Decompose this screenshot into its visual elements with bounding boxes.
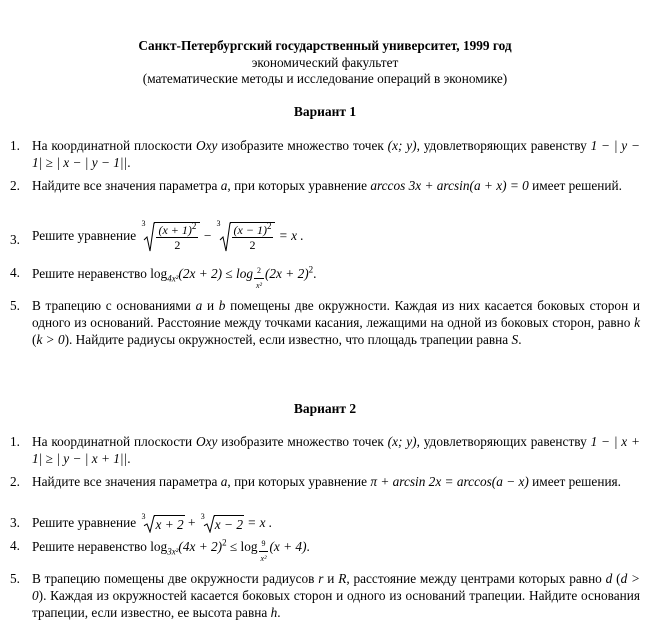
math-segment: h (270, 605, 278, 620)
root-index: 3 (216, 219, 221, 228)
text-segment: . (306, 539, 310, 554)
math-segment: 1 − | x + 1| ≥ | y − | x + 1|| (32, 434, 641, 466)
text-segment: ). Каждая из окружностей касается боковых сторон и одного из оснований трапеции. Найдите основания трапеции, если известно, ее высота равна (32, 588, 640, 620)
frac-denominator: x² (256, 281, 262, 290)
text-segment: ( (612, 571, 621, 586)
math-segment: (4x + 2) (178, 539, 223, 554)
exponent: 2 (266, 221, 272, 231)
text-segment: изобразите множество точек (217, 138, 388, 153)
text-segment: В трапецию с основаниями (32, 298, 196, 313)
math-segment: (x; y) (387, 434, 417, 449)
text-segment: помещены две окружности. Каждая из них касается боковых сторон и одного из оснований. Расстояние между точками касания, лежащими на одной из боковых сторон, равно (32, 298, 641, 330)
problem-text (32, 137, 640, 171)
cube-root-1 (141, 511, 184, 533)
log-base-fraction (254, 264, 264, 293)
math-segment: Oxy (196, 434, 218, 449)
math-segment: = x . (243, 515, 273, 530)
math-segment: log (150, 266, 168, 281)
v1-problem-5 (10, 297, 640, 348)
problem-number: 5. (10, 298, 20, 313)
cube-root-2 (216, 219, 276, 252)
text-segment: Решите уравнение (32, 228, 140, 244)
problem-text (32, 537, 640, 566)
v1-problem-1 (10, 137, 640, 171)
math-segment: (2x + 2) (264, 266, 309, 281)
v1-problem-2 (10, 177, 640, 194)
text-segment: На координатной плоскости (32, 434, 196, 449)
problem-number: 3. (10, 232, 20, 247)
exponent: 2 (308, 264, 314, 275)
log-base-fraction (259, 537, 269, 566)
text-segment: , расстояние между центрами которых равно (346, 571, 606, 586)
problem-text (32, 177, 640, 194)
v1-problem-4 (10, 264, 640, 293)
text-segment: Решите неравенство (32, 266, 151, 281)
math-segment: a (195, 298, 203, 313)
problem-text (32, 433, 640, 467)
math-segment: a (220, 178, 228, 193)
text-segment: изобразите множество точек (217, 434, 388, 449)
frac-numerator: 2 (254, 264, 264, 279)
root-body (154, 222, 200, 252)
text-segment: , при которых уравнение (227, 178, 371, 193)
problem-number: 2. (10, 178, 20, 193)
math-segment: k (634, 315, 640, 330)
header-program: (математические методы и исследование операций в экономике) (142, 71, 508, 86)
frac-denominator: 2 (174, 238, 181, 252)
problem-text (32, 297, 640, 348)
root-index: 3 (141, 511, 146, 521)
problem-text (32, 219, 640, 252)
text-segment: ). Найдите радиусы окружностей, если известно, что площадь трапеции равна (64, 332, 512, 347)
math-segment: arccos 3x + arcsin(a + x) = 0 (370, 178, 529, 193)
v2-problem-2 (10, 473, 640, 490)
frac-numerator: 9 (259, 537, 269, 552)
text-segment: , при которых уравнение (227, 474, 371, 489)
problem-number: 4. (10, 265, 20, 280)
text-segment: имеет решения. (528, 474, 621, 489)
math-segment: S (511, 332, 519, 347)
text-segment: На координатной плоскости (32, 138, 196, 153)
problem-number: 3. (10, 515, 20, 530)
problem-text (32, 473, 640, 490)
math-segment: (2x + 2) ≤ log (178, 266, 254, 281)
document-header (0, 38, 650, 88)
frac-denominator: 2 (249, 238, 256, 252)
math-segment: d (605, 571, 613, 586)
v2-problem-4 (10, 537, 640, 566)
problem-number: 1. (10, 138, 20, 153)
text-segment: . (127, 451, 131, 466)
root-body (230, 222, 276, 252)
frac-numerator: (x − 1) (233, 223, 267, 237)
frac-denominator: x² (260, 554, 267, 563)
variant-1-title: Вариант 1 (293, 104, 357, 119)
text-segment: . (127, 155, 131, 170)
math-segment: r (318, 571, 324, 586)
math-segment: (x; y) (387, 138, 417, 153)
text-segment: и (202, 298, 219, 313)
text-segment: . (313, 266, 317, 281)
math-segment: π + arcsin 2x = arccos(a − x) (370, 474, 529, 489)
text-segment: имеет решений. (528, 178, 622, 193)
problem-text (32, 511, 640, 533)
root-body: x + 2 (155, 516, 184, 532)
v2-problem-5 (10, 570, 640, 621)
root-index: 3 (141, 219, 146, 228)
text-segment: Найдите все значения параметра (32, 178, 221, 193)
radical-sign (141, 511, 155, 533)
text-segment: Решите уравнение (32, 515, 140, 530)
frac-numerator: (x + 1) (158, 223, 192, 237)
problem-number: 4. (10, 538, 20, 553)
radical-sign (141, 219, 155, 252)
radical-sign (200, 511, 215, 533)
math-segment: (x + 4) (269, 539, 307, 554)
fraction (232, 223, 274, 252)
text-segment: и (323, 571, 339, 586)
math-segment: log (150, 539, 168, 554)
root-index: 3 (200, 511, 205, 521)
v2-problem-1 (10, 433, 640, 467)
variant-2-title: Вариант 2 (293, 401, 357, 416)
operator: − (200, 228, 215, 244)
operator: + (184, 515, 199, 530)
problem-number: 5. (10, 571, 20, 586)
math-segment: 1 − | y − 1| ≥ | x − | y − 1|| (32, 138, 641, 170)
problem-text (32, 570, 640, 621)
math-segment: k > 0 (36, 332, 65, 347)
root-body: x − 2 (214, 516, 243, 532)
v2-problem-3 (10, 511, 640, 533)
exponent: 2 (222, 537, 227, 548)
text-segment: Решите неравенство (32, 539, 151, 554)
problem-text (32, 264, 640, 293)
math-segment: Oxy (196, 138, 218, 153)
text-segment: . (518, 332, 522, 347)
text-segment: Найдите все значения параметра (32, 474, 221, 489)
math-segment: R (338, 571, 347, 586)
math-segment: a (220, 474, 228, 489)
text-segment: В трапецию помещены две окружности радиусов (32, 571, 319, 586)
text-segment: , удовлетворяющих равенству (416, 138, 591, 153)
exponent: 2 (191, 221, 197, 231)
problem-number: 2. (10, 474, 20, 489)
math-segment: d > 0 (32, 571, 640, 603)
v1-problem-3 (10, 219, 640, 252)
text-segment: . (277, 605, 281, 620)
cube-root-2 (200, 511, 244, 533)
log-base: 3x² (167, 546, 179, 557)
header-university: Санкт-Петербургский государственный университет, 1999 год (138, 38, 512, 53)
text-segment: ( (32, 332, 37, 347)
math-segment: ≤ log (226, 539, 258, 554)
radical-sign (216, 219, 231, 252)
log-base: 4x² (167, 273, 179, 284)
cube-root-1 (141, 219, 200, 252)
problem-number: 1. (10, 434, 20, 449)
math-segment: b (218, 298, 226, 313)
text-segment: , удовлетворяющих равенству (416, 434, 591, 449)
header-faculty: экономический факультет (251, 54, 399, 70)
fraction (156, 223, 198, 252)
math-segment: = x . (275, 228, 304, 244)
